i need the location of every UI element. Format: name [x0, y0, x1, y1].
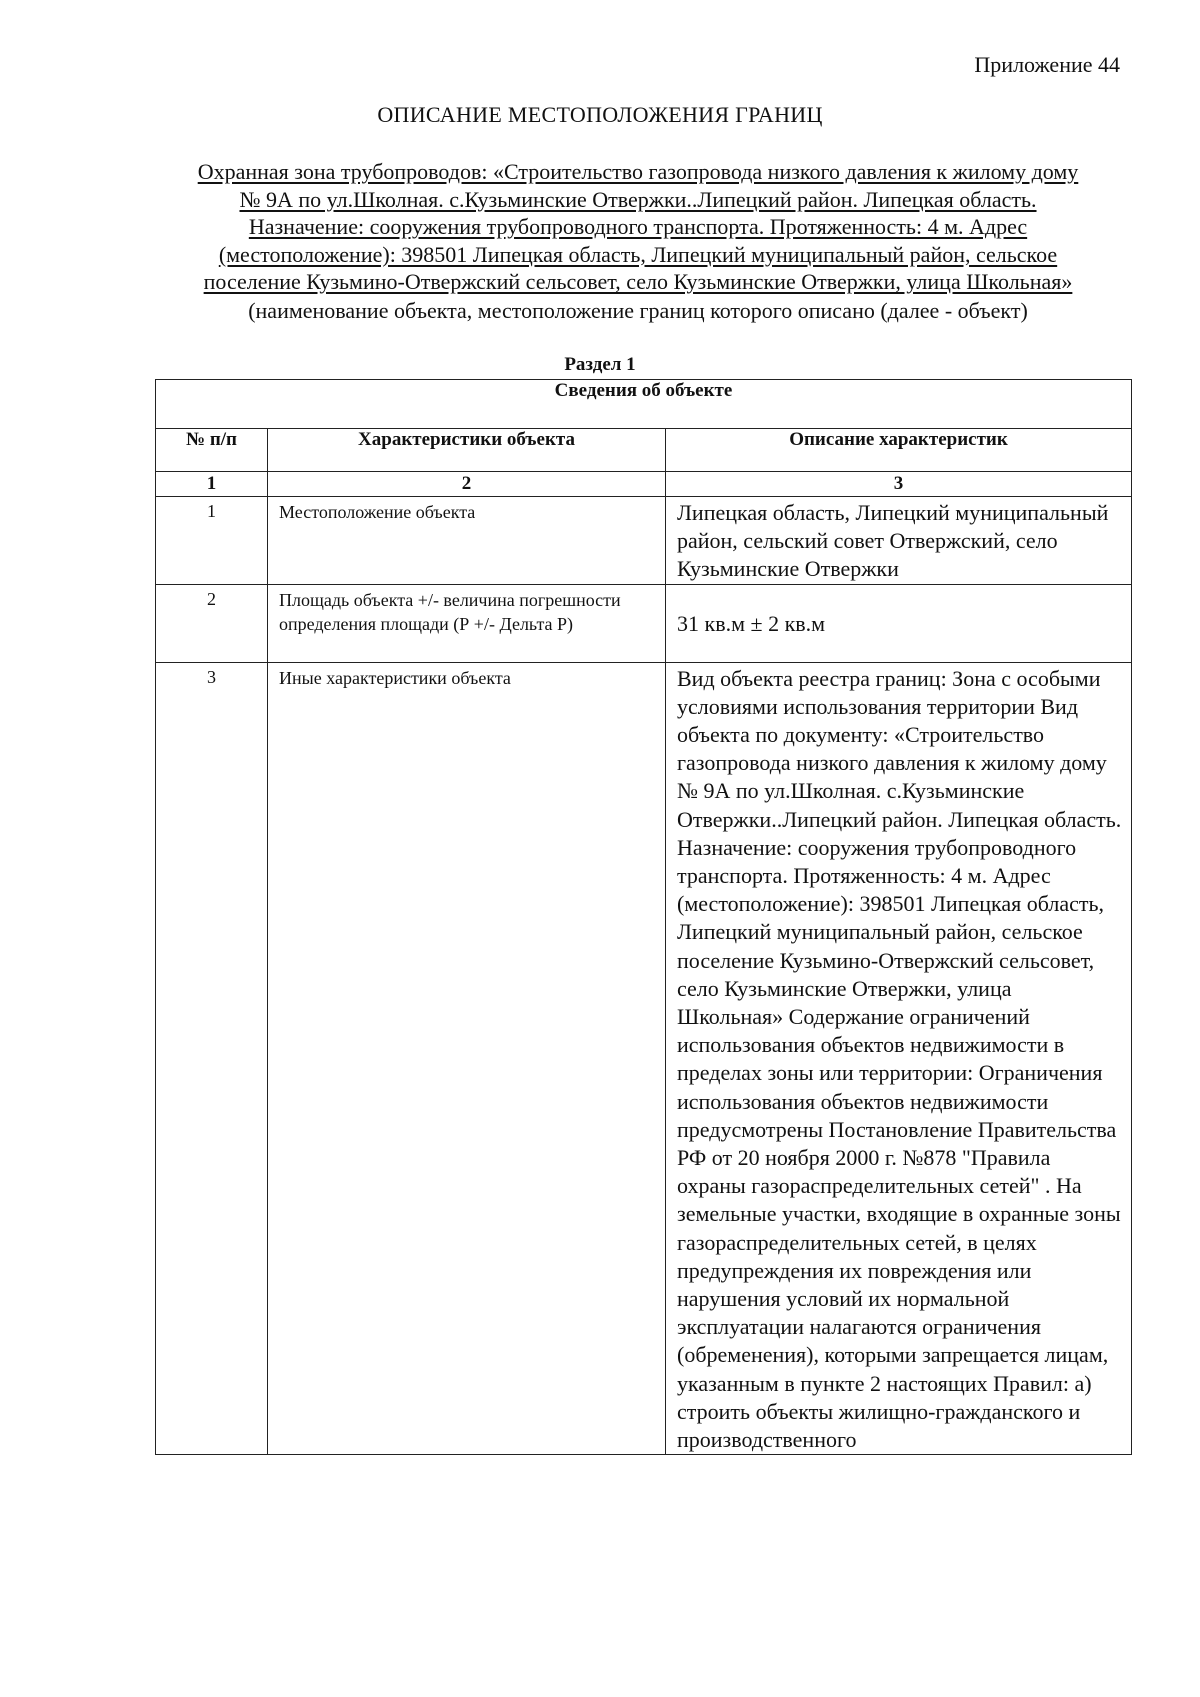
object-info-table: [155, 379, 1132, 1455]
column-header-no: № п/п: [156, 429, 268, 472]
column-header-description: Описание характеристик: [666, 429, 1132, 472]
row-description: 31 кв.м ± 2 кв.м: [666, 584, 1132, 662]
row-characteristic: Иные характеристики объекта: [268, 662, 666, 1455]
column-number-row: [156, 472, 1132, 497]
row-characteristic: Местоположение объекта: [268, 497, 666, 585]
object-name-line: Назначение: сооружения трубопроводного транспорта. Протяженность: 4 м. Адрес: [248, 214, 1028, 239]
section-title: Раздел 1: [564, 354, 636, 375]
object-name-line: Охранная зона трубопроводов: «Строительство газопровода низкого давления к жилому дому: [197, 159, 1079, 184]
column-number: 3: [666, 472, 1132, 497]
object-name: [140, 158, 1136, 296]
row-number: 1: [156, 497, 268, 585]
row-number: 3: [156, 662, 268, 1455]
column-number: 1: [156, 472, 268, 497]
document-title: ОПИСАНИЕ МЕСТОПОЛОЖЕНИЯ ГРАНИЦ: [377, 102, 823, 127]
appendix-number: Приложение 44: [974, 52, 1120, 77]
row-number: 2: [156, 584, 268, 662]
table-caption: Сведения об объекте: [156, 380, 1132, 429]
object-name-line: поселение Кузьмино-Отвержский сельсовет, село Кузьминские Отвержки, улица Школьная»: [203, 269, 1073, 294]
object-name-caption: (наименование объекта, местоположение границ которого описано (далее - объект): [248, 298, 1028, 323]
row-description: Вид объекта реестра границ: Зона с особыми условиями использования территории Вид объекта по документу: «Строительство газопровода низкого давления к жилому дому № 9А по ул.Школная. с.Кузьминские Отвержки..Липецкий район. Липецкая область. Назначение: сооружения трубопроводного транспорта. Протяженность: 4 м. Адрес (местоположение): 398501 Липецкая область, Липецкий муниципальный район, сельское поселение Кузьмино-Отвержский сельсовет, село Кузьминские Отвержки, улица Школьная» Содержание ограничений использования объектов недвижимости в пределах зоны или территории: Ограничения использования объектов недвижимости предусмотрены Постановление Правительства РФ от 20 ноября 2000 г. №878 "Правила охраны газораспределительных сетей" . На земельные участки, входящие в охранные зоны газораспределительных сетей, в целях предупреждения их повреждения или нарушения условий их нормальной эксплуатации налагаются ограничения (обременения), которыми запрещается лицам, указанным в пункте 2 настоящих Правил: а) строить объекты жилищно-гражданского и производственного: [666, 662, 1132, 1455]
table-header-row: [156, 429, 1132, 472]
table-row: [156, 584, 1132, 662]
table-row: [156, 662, 1132, 1455]
table-caption-row: [156, 380, 1132, 429]
row-description: Липецкая область, Липецкий муниципальный район, сельский совет Отвержский, село Кузьминские Отвержки: [666, 497, 1132, 585]
row-characteristic: Площадь объекта +/- величина погрешности определения площади (Р +/- Дельта Р): [268, 584, 666, 662]
object-name-line: (местоположение): 398501 Липецкая область, Липецкий муниципальный район, сельское: [218, 241, 1058, 267]
object-name-line: № 9А по ул.Школная. с.Кузьминские Отвержки..Липецкий район. Липецкая область.: [239, 186, 1037, 212]
column-header-characteristics: Характеристики объекта: [268, 429, 666, 472]
table-row: [156, 497, 1132, 585]
column-number: 2: [268, 472, 666, 497]
